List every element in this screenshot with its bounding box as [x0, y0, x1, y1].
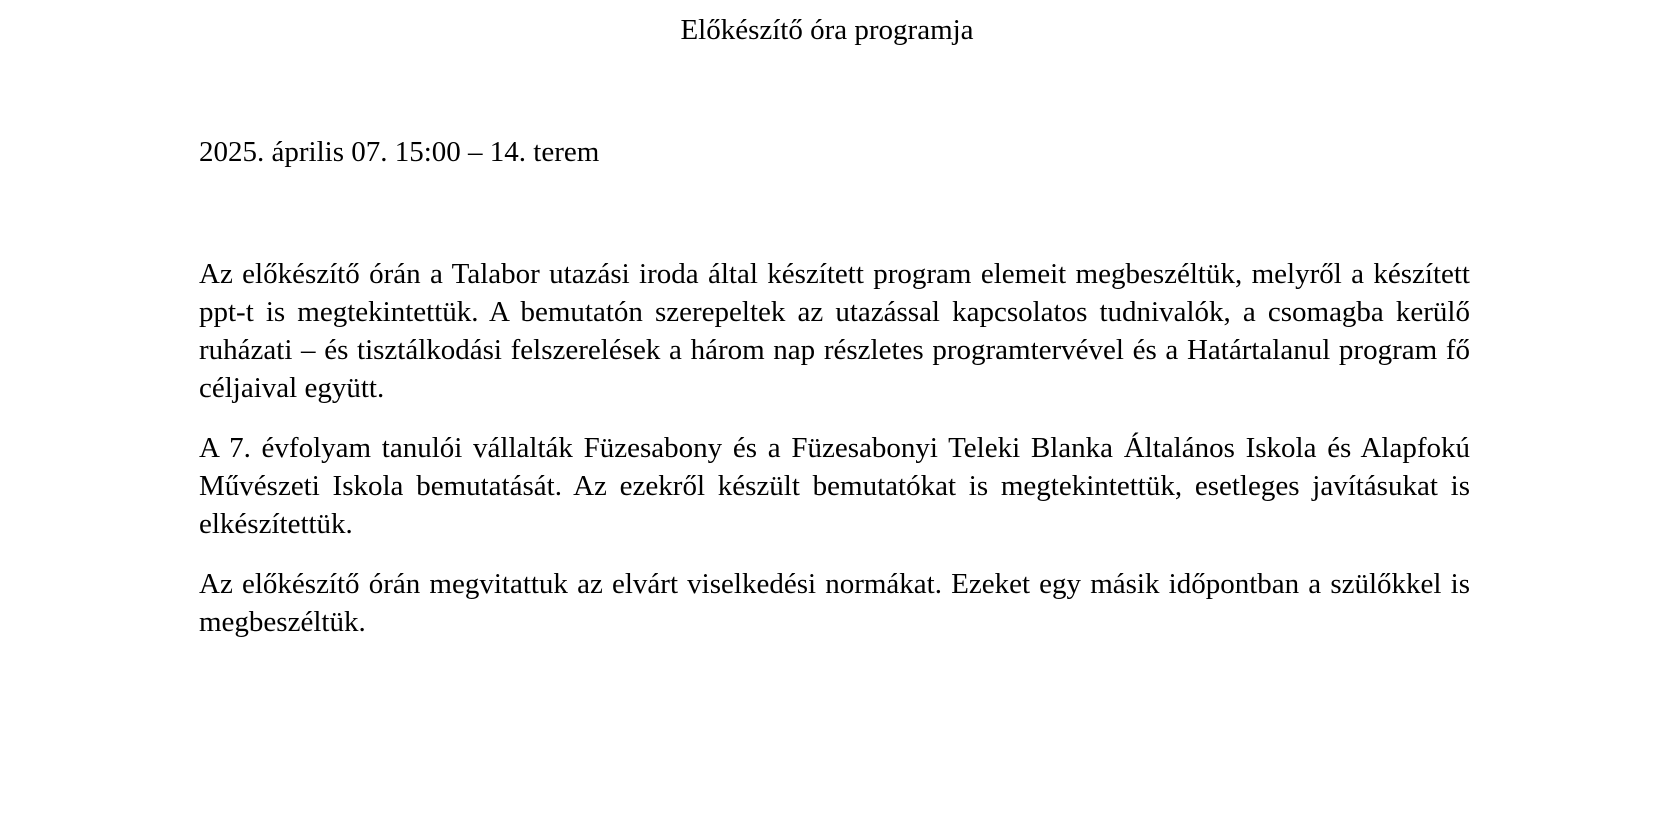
page-title: Előkészítő óra programja	[680, 14, 974, 46]
paragraph-behavior-norms: Az előkészítő órán megvitattuk az elvárt viselkedési normákat. Ezeket egy másik időpontban a szülőkkel is megbeszéltük.	[199, 568, 1470, 638]
paragraph-preparation: Az előkészítő órán a Talabor utazási iroda által készített program elemeit megbeszéltük, melyről a készített ppt-t is megtekintettük. A bemutatón szerepeltek az utazással kapcsolatos tudnivalók, a csomagba kerülő ruházati – és tisztálkodási felszerelések a három nap részletes programtervével és a Határtalanul program fő céljaival együtt.	[199, 258, 1470, 404]
paragraph-presentations: A 7. évfolyam tanulói vállalták Füzesabony és a Füzesabonyi Teleki Blanka Általános Iskola és Alapfokú Művészeti Iskola bemutatását. Az ezekről készült bemutatókat is megtekintettük, esetleges javításukat is elkészítettük.	[199, 432, 1470, 540]
body-text	[199, 255, 1470, 663]
date-location-line: 2025. április 07. 15:00 – 14. terem	[199, 136, 600, 168]
